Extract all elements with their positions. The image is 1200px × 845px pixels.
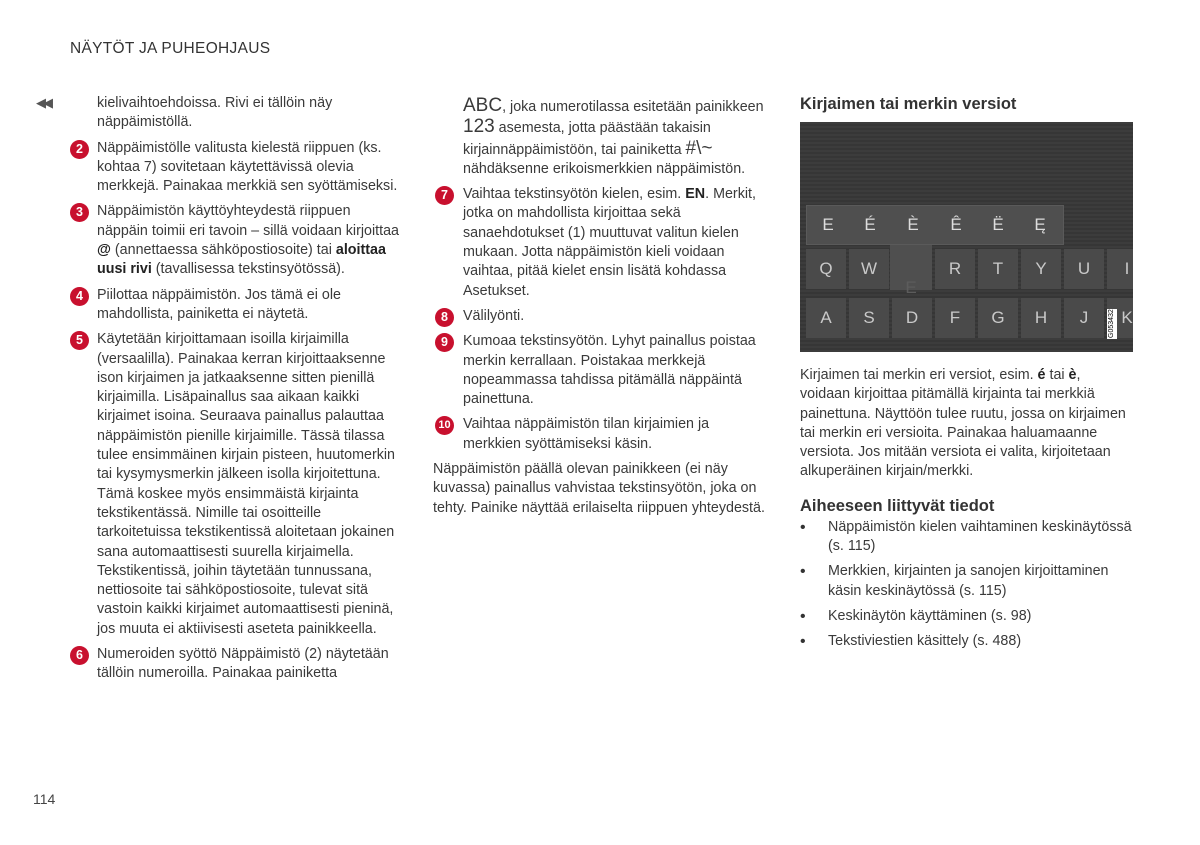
closing-paragraph: Näppäimistön päällä olevan painikkeen (ei näy kuvassa) painallus vahvistaa tekstinsyötön, joka on tehty. Painike näyttää erilaiselta riippuen yhteydestä. — [433, 461, 765, 516]
related-link[interactable]: • Näppäimistön kielen vaihtaminen keskinäytössä (s. 115) — [800, 518, 1133, 557]
left-column — [34, 94, 399, 690]
desc-text: tai — [1045, 367, 1069, 383]
item-text: (annettaessa sähköpostiosoite) tai — [110, 242, 336, 259]
keyboard-key: S — [849, 298, 889, 338]
bold-term: aloittaa uusi rivi — [97, 242, 386, 278]
list-item-4 — [34, 286, 399, 325]
keyboard-key: F — [935, 298, 975, 338]
variant-key: É — [864, 215, 876, 234]
list-item-7 — [433, 185, 768, 301]
keyboard-key: J — [1064, 298, 1104, 338]
keyboard-illustration — [800, 122, 1133, 352]
list-item-9 — [433, 332, 768, 409]
keyboard-key: H — [1021, 298, 1061, 338]
item-text: Vaihtaa tekstinsyötön kielen, esim. — [463, 186, 686, 203]
keyboard-key: A — [806, 298, 846, 338]
item-text: kielivaihtoehdoissa. Rivi ei tällöin näy näppäimistöllä. — [97, 95, 333, 131]
related-links — [800, 518, 1133, 652]
number-badge: 10 — [435, 416, 454, 435]
number-badge: 6 — [70, 646, 89, 665]
desc-text: , voidaan kirjoittaa pitämällä kirjainta tai merkkiä painettuna. Näyttöön tulee ruutu, jossa on kirjaimen tai merkin eri versioita. Painakaa haluamaanne versiota. Jos mitään versiota ei valita, kirjoitetaan alkuperäinen kirjain/merkki. — [800, 367, 1126, 480]
variant-key: È — [907, 215, 919, 234]
related-link[interactable]: • Merkkien, kirjainten ja sanojen kirjoittaminen käsin keskinäytössä (s. 115) — [800, 562, 1133, 601]
number-badge: 2 — [70, 140, 89, 159]
item-text: Välilyönti. — [463, 307, 525, 324]
item-text: Käytetään kirjoittamaan isoilla kirjaimilla (versaalilla). Painakaa kerran kirjoittaaksenne ison kirjaimen ja jatkaaksenne sitten pienillä kirjaimilla. Lisäpainallus saa aikaan kaikki kirjaimet isoina. Seuraava painallus palauttaa näppäimistön pienille kirjaimille. Tässä tilassa tulee ensimmäinen kirjain pisteen, huutomerkin tai kysymysmerkin jälkeen isolla kirjoitettuna. Tämä koskee myös ensimmäistä kirjainta tekstikentässä. Nimille tai osoitteille tarkoitetuissa tekstikentissä aloitetaan jokainen sana automaattisesti suurella kirjaimella. Tekstikentissä, joihin täytetään tunnussana, nettiosoite tai sähköpostiosoite, tulevat sitä vastoin kaikki kirjaimet automaattisesti pieninä, jos muuta ei aktiivisesti aseteta painikkeella. — [97, 331, 396, 637]
keyboard-key: U — [1064, 249, 1104, 289]
number-badge: 7 — [435, 186, 454, 205]
variant-key: Ę — [1034, 215, 1046, 234]
keyboard-key: R — [935, 249, 975, 289]
keyboard-key: G — [978, 298, 1018, 338]
item-text: Piilottaa näppäimistön. Jos tämä ei ole mahdollista, painiketta ei näytetä. — [97, 286, 341, 322]
related-heading: Aiheeseen liittyvät tiedot — [800, 496, 995, 515]
item-text: (tavallisessa tekstinsyötössä). — [151, 261, 345, 278]
variant-popup-connector — [890, 242, 932, 297]
abc-key-label: ABC — [463, 95, 503, 116]
item-text: nähdäksenne erikoismerkkien näppäimistön. — [463, 160, 746, 177]
continued-icon: ◀◀ — [36, 95, 50, 110]
number-badge: 5 — [70, 331, 89, 350]
right-column — [800, 94, 1133, 658]
list-item-5 — [34, 330, 399, 639]
item-text: , joka numerotilassa esitetään painikkeen — [502, 99, 764, 115]
section-header: NÄYTÖT JA PUHEOHJAUS — [70, 40, 271, 57]
related-link[interactable]: • Tekstiviestien käsittely (s. 488) — [800, 632, 1133, 651]
item-text: Numeroiden syöttö Näppäimistö (2) näytetään tällöin numeroilla. Painakaa painiketta — [97, 646, 389, 682]
item-text: asemesta, jotta päästään takaisin kirjainnäppäimistöön, tai painiketta — [463, 120, 711, 158]
variant-popup — [806, 205, 1064, 245]
keyboard-key: W — [849, 249, 889, 289]
keyboard-key: K — [1107, 298, 1133, 338]
image-code-label: G053432 — [1108, 309, 1115, 339]
item-text: Kumoaa tekstinsyötön. Lyhyt painallus poistaa merkin kerrallaan. Poistakaa merkkejä nopeammassa tahdissa pitämällä näppäintä painettuna. — [463, 333, 756, 408]
list-item-2 — [34, 139, 399, 197]
middle-column — [433, 96, 768, 524]
list-item-8 — [433, 307, 768, 326]
bold-term: è — [1068, 367, 1077, 383]
item-text: Näppäimistön käyttöyhteydestä riippuen näppäin toimii eri tavoin – sillä voidaan kirjoittaa — [97, 203, 399, 239]
number-badge: 9 — [435, 333, 454, 352]
list-item-continued — [34, 94, 399, 133]
keyboard-key: D — [892, 298, 932, 338]
item-text: Vaihtaa näppäimistön tilan kirjaimien ja merkkien syöttämiseksi käsin. — [463, 416, 710, 452]
list-item-6 — [34, 645, 399, 684]
bold-term: EN — [685, 186, 706, 203]
variant-key: Ë — [992, 215, 1004, 234]
variant-key: Ê — [950, 215, 962, 234]
keyboard-key: I — [1107, 249, 1133, 289]
list-item-3 — [34, 202, 399, 279]
desc-text: Kirjaimen tai merkin eri versiot, esim. — [800, 367, 1038, 383]
page-number: 114 — [33, 791, 56, 807]
keyboard-key: T — [978, 249, 1018, 289]
keyboard-key: Q — [806, 249, 846, 289]
numeric-key-label: 123 — [463, 116, 495, 138]
symbol-key-label: #\~ — [685, 137, 713, 159]
list-item-10 — [433, 415, 768, 454]
bold-term: @ — [97, 242, 111, 259]
keyboard-key: Y — [1021, 249, 1061, 289]
keyboard-key-pressed: E — [905, 278, 917, 297]
variant-key: E — [822, 215, 834, 234]
bold-term: é — [1037, 367, 1046, 383]
related-link[interactable]: • Keskinäytön käyttäminen (s. 98) — [800, 607, 1133, 626]
number-badge: 8 — [435, 308, 454, 327]
section-heading: Kirjaimen tai merkin versiot — [800, 95, 1017, 113]
list-item-6-continued — [433, 96, 768, 179]
description-paragraph — [800, 366, 1133, 482]
item-text: . Merkit, jotka on mahdollista kirjoittaa sekä sanaehdotukset (1) muuttuvat valitun kielen mukaan. Jotta näppäimistön kieli voidaan vaihtaa, pitää kielet ensin lisätä kohdassa Asetukset. — [463, 186, 756, 299]
item-text: Näppäimistölle valitusta kielestä riippuen (ks. kohtaa 7) sovitetaan käytettävissä olevia merkkejä. Painakaa merkkiä sen syöttämiseksi. — [97, 139, 398, 195]
number-badge: 3 — [70, 203, 89, 222]
number-badge: 4 — [70, 287, 89, 306]
